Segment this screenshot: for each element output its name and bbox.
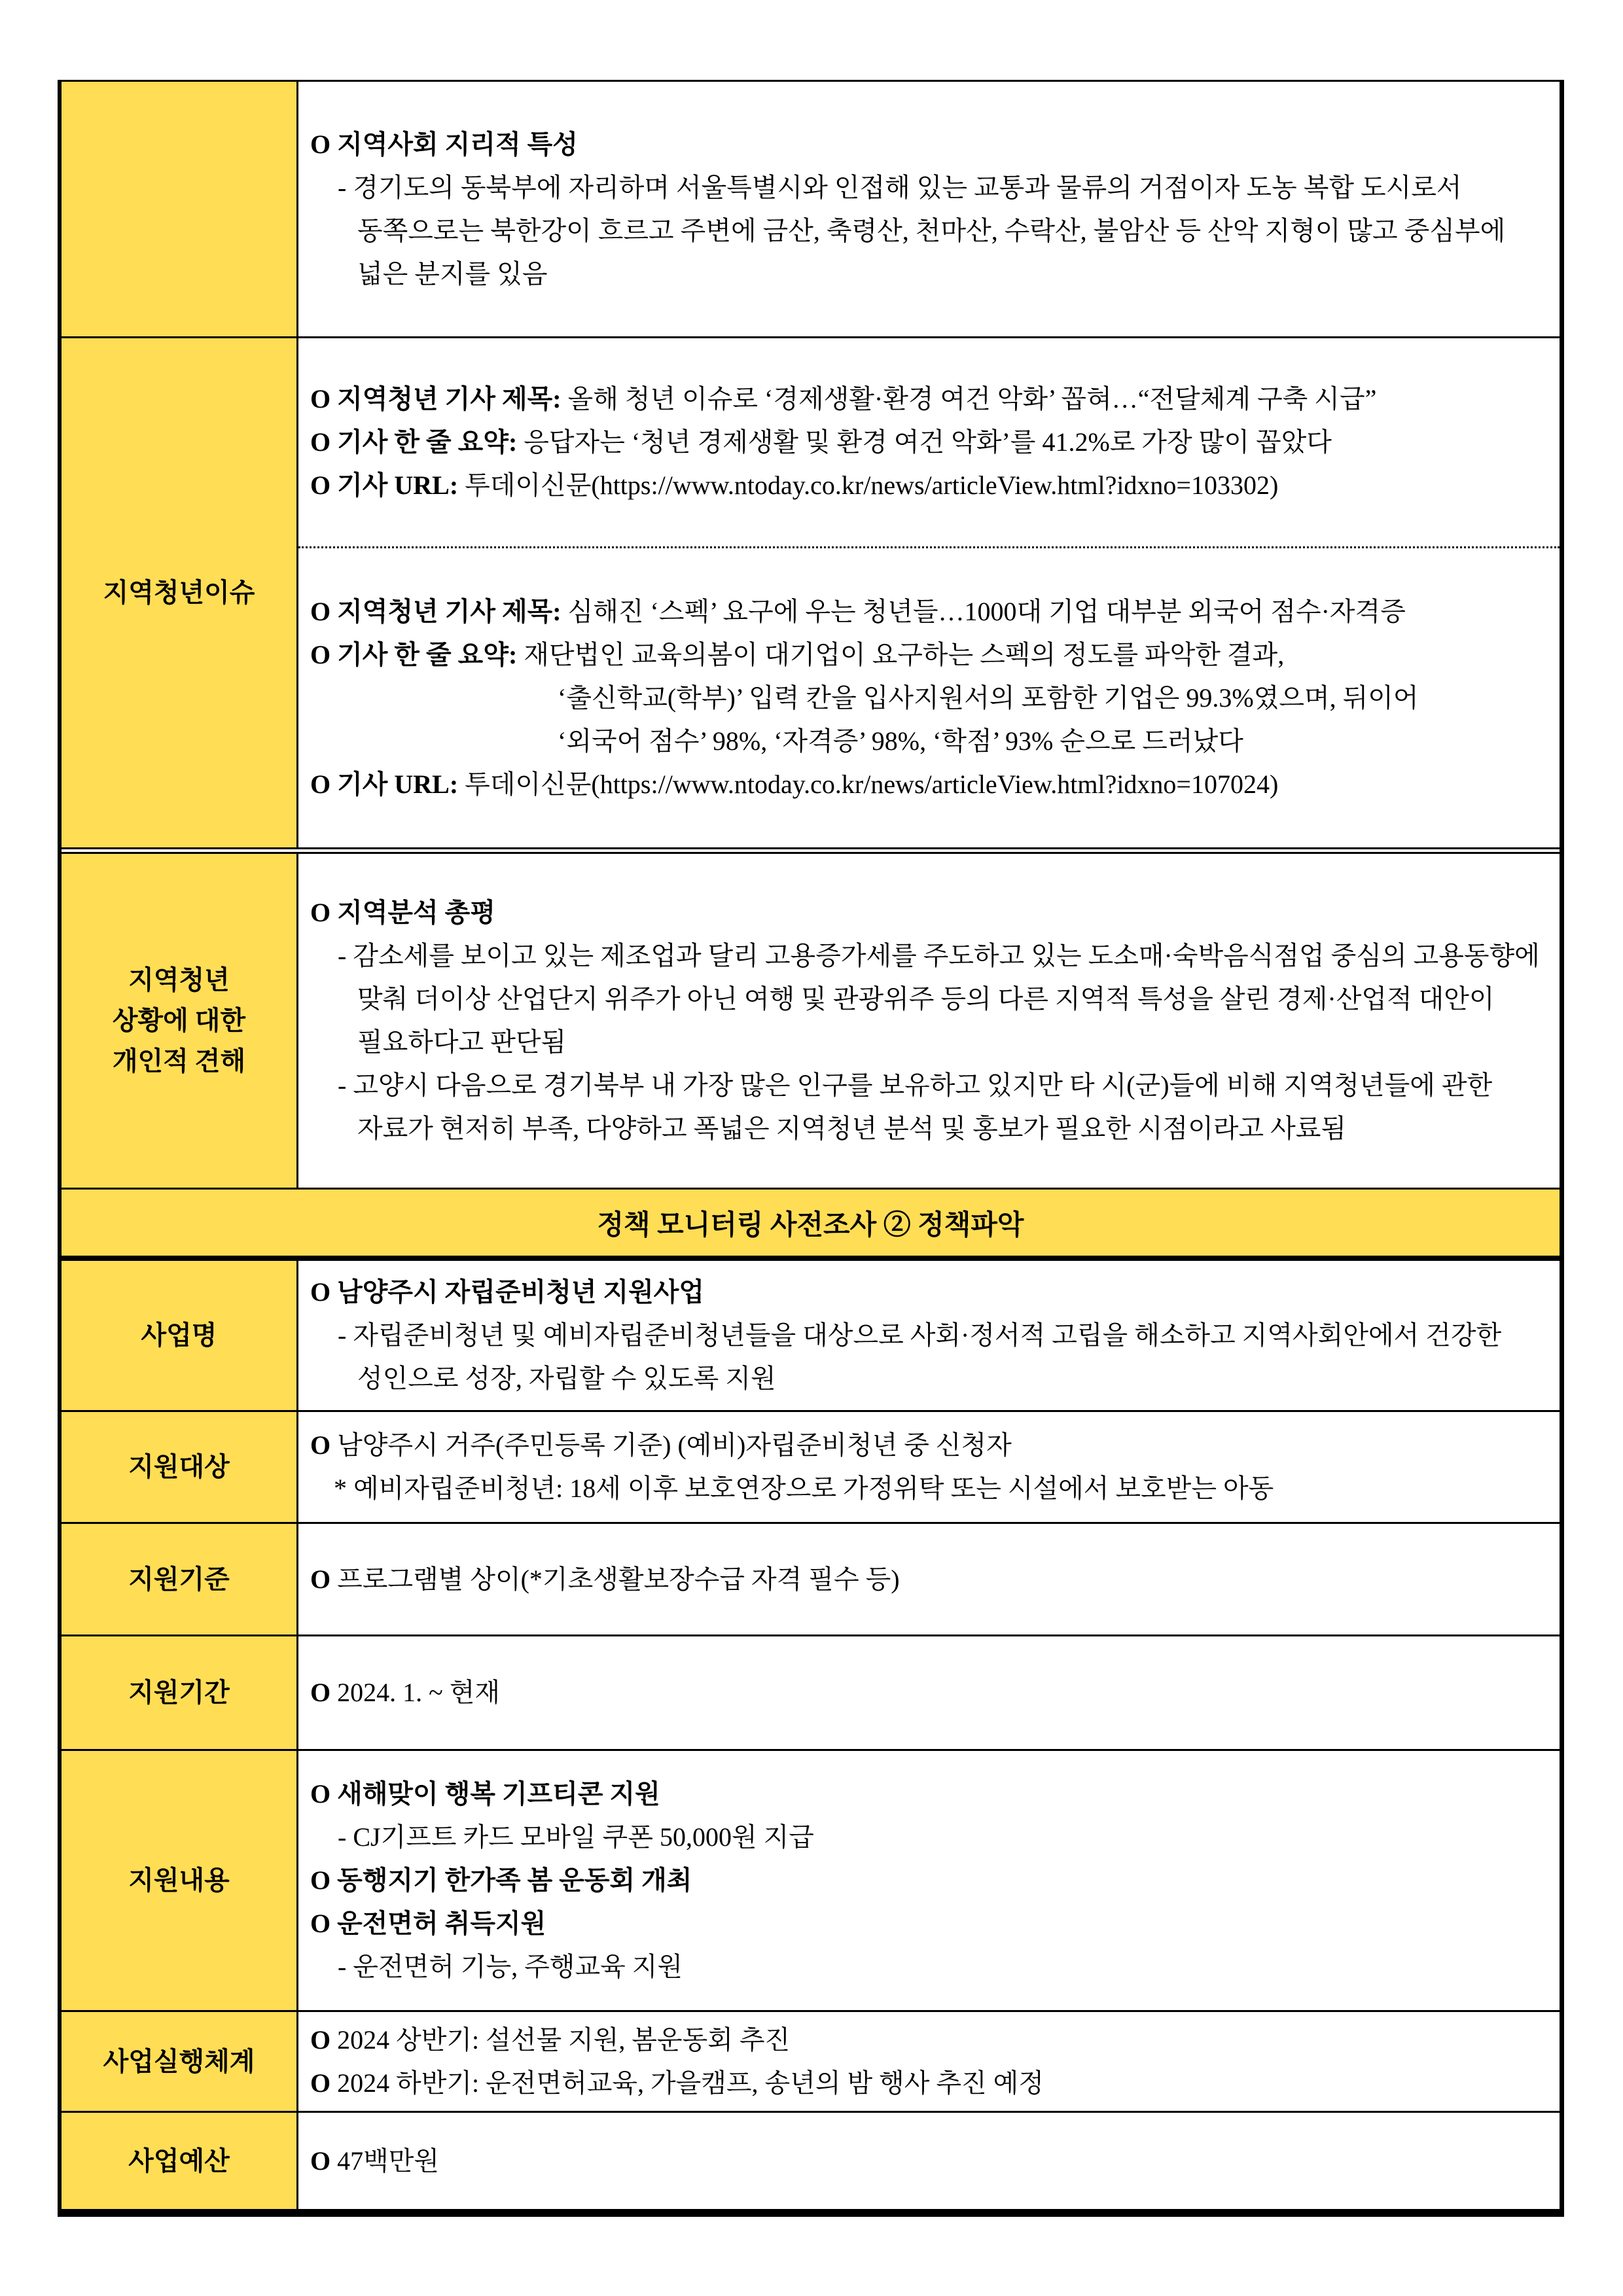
article-summary: O 기사 한 줄 요약: 재단법인 교육의봄이 대기업이 요구하는 스펙의 정도를 파악한 결과,	[310, 639, 1285, 669]
youth-issue-content	[298, 338, 1560, 847]
text-line: 맞춰 더이상 산업단지 위주가 아닌 여행 및 관광위주 등의 다른 지역적 특성을 살린 경제·산업적 대안이	[357, 984, 1495, 1014]
label-line: 지역청년	[128, 965, 230, 995]
support-content	[298, 1751, 1560, 2010]
row-target	[62, 1410, 1560, 1522]
text-line: O 지역사회 지리적 특성	[310, 129, 578, 159]
system-content	[298, 2012, 1560, 2111]
article-url: O 기사 URL: 투데이신문(https://www.ntoday.co.kr/news/articleView.html?idxno=107024)	[310, 769, 1279, 799]
period-content	[298, 1636, 1560, 1749]
text-line: O 47백만원	[310, 2146, 440, 2176]
row-content	[62, 1749, 1560, 2010]
text-line: - 운전면허 기능, 주행교육 지원	[338, 1952, 683, 1981]
text-line: * 예비자립준비청년: 18세 이후 보호연장으로 가정위탁 또는 시설에서 보호받는 아동	[334, 1474, 1274, 1503]
text-line: O 2024 하반기: 운전면허교육, 가을캠프, 송년의 밤 행사 추진 예정	[310, 2068, 1044, 2098]
label-line: 개인적 견해	[112, 1046, 246, 1076]
text-line: 자료가 현저히 부족, 다양하고 폭넓은 지역청년 분석 및 홍보가 필요한 시점이라고 사료됨	[357, 1114, 1347, 1143]
row-label-youth-issue: 지역청년이슈	[62, 338, 298, 847]
article-title: O 지역청년 기사 제목: 올해 청년 이슈로 ‘경제생활·환경 여건 악화’ 꼽혀…“전달체계 구축 시급”	[310, 384, 1377, 414]
article-block-2	[298, 546, 1560, 847]
text-line: 필요하다고 판단됨	[357, 1027, 567, 1057]
text-line: ‘외국어 점수’ 98%, ‘자격증’ 98%, ‘학점’ 93% 순으로 드러났다	[558, 726, 1243, 756]
row-label-budget: 사업예산	[62, 2113, 298, 2209]
row-biz-name	[62, 1256, 1560, 1410]
text-line: O 남양주시 자립준비청년 지원사업	[310, 1277, 705, 1307]
opinion-content	[298, 854, 1560, 1188]
text-line: 성인으로 성장, 자립할 수 있도록 지원	[357, 1364, 776, 1393]
article-url: O 기사 URL: 투데이신문(https://www.ntoday.co.kr/news/articleView.html?idxno=103302)	[310, 470, 1279, 500]
row-label-empty	[62, 82, 298, 336]
row-label-target: 지원대상	[62, 1412, 298, 1522]
budget-content	[298, 2113, 1560, 2209]
text-line: O 운전면허 취득지원	[310, 1909, 546, 1938]
label-line: 상황에 대한	[112, 1006, 246, 1035]
text-line: O 지역분석 총평	[310, 898, 495, 927]
row-system	[62, 2010, 1560, 2111]
text-line: 동쪽으로는 북한강이 흐르고 주변에 금산, 축령산, 천마산, 수락산, 불암산 등 산악 지형이 많고 중심부에	[357, 215, 1506, 245]
geo-content	[298, 82, 1560, 336]
criteria-content	[298, 1524, 1560, 1634]
text-line: - 자립준비청년 및 예비자립준비청년들을 대상으로 사회·정서적 고립을 해소하고 지역사회안에서 건강한	[338, 1320, 1502, 1350]
text-line: O 동행지기 한가족 봄 운동회 개최	[310, 1865, 692, 1895]
article-block-1	[298, 338, 1560, 546]
row-label-content: 지원내용	[62, 1751, 298, 2010]
row-youth-issue	[62, 336, 1560, 847]
text-line: 넓은 분지를 있음	[357, 258, 548, 289]
row-budget	[62, 2111, 1560, 2209]
row-label-system: 사업실행체계	[62, 2012, 298, 2111]
policy-section-header: 정책 모니터링 사전조사 ② 정책파악	[62, 1188, 1560, 1256]
row-period	[62, 1634, 1560, 1749]
text-line: ‘출신학교(학부)’ 입력 칸을 입사지원서의 포함한 기업은 99.3%였으며, 뒤이어	[558, 682, 1419, 713]
text-line: O 새해맞이 행복 기프티콘 지원	[310, 1779, 660, 1809]
text-line: O 남양주시 거주(주민등록 기준) (예비)자립준비청년 중 신청자	[310, 1430, 1012, 1460]
article-summary: O 기사 한 줄 요약: 응답자는 ‘청년 경제생활 및 환경 여건 악화’를 41.2%로 가장 많이 꼽았다	[310, 427, 1332, 457]
row-label-biz-name: 사업명	[62, 1261, 298, 1410]
text-line: - 경기도의 동북부에 자리하며 서울특별시와 인접해 있는 교통과 물류의 거점이자 도농 복합 도시로서	[338, 172, 1462, 202]
row-label-opinion	[62, 854, 298, 1188]
row-label-criteria: 지원기준	[62, 1524, 298, 1634]
text-line: - 고양시 다음으로 경기북부 내 가장 많은 인구를 보유하고 있지만 타 시(군)들에 비해 지역청년들에 관한	[338, 1070, 1493, 1100]
row-opinion	[62, 847, 1560, 1188]
text-line: O 2024 상반기: 설선물 지원, 봄운동회 추진	[310, 2024, 791, 2055]
text-line: O 프로그램별 상이(*기초생활보장수급 자격 필수 등)	[310, 1564, 900, 1594]
text-line: O 2024. 1. ~ 현재	[310, 1678, 501, 1707]
row-criteria	[62, 1522, 1560, 1634]
policy-monitoring-table	[58, 80, 1564, 2217]
row-geo	[62, 82, 1560, 336]
article-title: O 지역청년 기사 제목: 심해진 ‘스펙’ 요구에 우는 청년들…1000대 기업 대부분 외국어 점수·자격증	[310, 596, 1406, 626]
text-line: - CJ기프트 카드 모바일 쿠폰 50,000원 지급	[338, 1822, 814, 1852]
row-label-period: 지원기간	[62, 1636, 298, 1749]
text-line: - 감소세를 보이고 있는 제조업과 달리 고용증가세를 주도하고 있는 도소매·숙박음식점업 중심의 고용동향에	[338, 941, 1540, 970]
target-content	[298, 1412, 1560, 1522]
biz-name-content	[298, 1261, 1560, 1410]
